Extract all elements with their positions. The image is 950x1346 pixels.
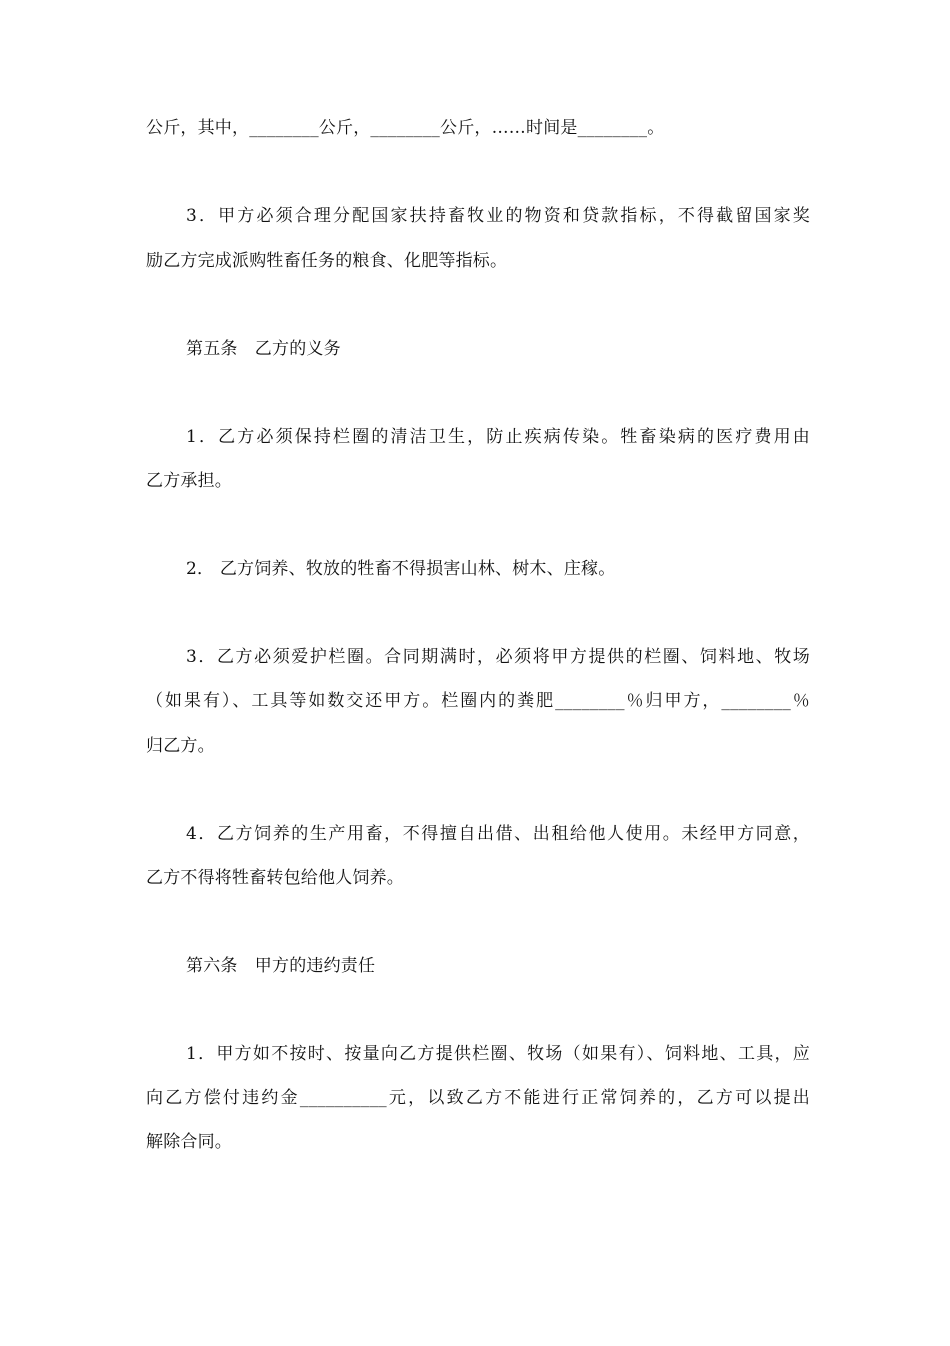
clause-4-3-line-1: 3．甲方必须合理分配国家扶持畜牧业的物资和贷款指标，不得截留国家奖 bbox=[186, 206, 810, 226]
clause-5-4-line-1: 4．乙方饲养的生产用畜，不得擅自出借、出租给他人使用。未经甲方同意， bbox=[186, 824, 810, 844]
clause-6-1-line-2: 向乙方偿付违约金__________元，以致乙方不能进行正常饲养的，乙方可以提出 bbox=[146, 1088, 810, 1108]
text-line-1: 公斤，其中，________公斤，________公斤，……时间是________。 bbox=[146, 118, 665, 138]
clause-5-4-line-2: 乙方不得将牲畜转包给他人饲养。 bbox=[146, 868, 404, 888]
clause-5-3-line-3: 归乙方。 bbox=[146, 736, 215, 756]
clause-6-1-line-1: 1．甲方如不按时、按量向乙方提供栏圈、牧场（如果有）、饲料地、工具，应 bbox=[186, 1044, 810, 1064]
clause-5-1-line-1: 1．乙方必须保持栏圈的清洁卫生，防止疾病传染。牲畜染病的医疗费用由 bbox=[186, 427, 810, 447]
clause-5-3-line-2: （如果有）、工具等如数交还甲方。栏圈内的粪肥________％归甲方，________％ bbox=[146, 691, 810, 711]
clause-4-3-line-2: 励乙方完成派购牲畜任务的粮食、化肥等指标。 bbox=[146, 251, 508, 271]
article-6-heading: 第六条 甲方的违约责任 bbox=[186, 956, 376, 976]
clause-5-2-line-1: 2． 乙方饲养、牧放的牲畜不得损害山林、树木、庄稼。 bbox=[186, 559, 616, 579]
clause-5-1-line-2: 乙方承担。 bbox=[146, 471, 232, 491]
clause-5-3-line-1: 3．乙方必须爱护栏圈。合同期满时，必须将甲方提供的栏圈、饲料地、牧场 bbox=[186, 647, 810, 667]
article-5-heading: 第五条 乙方的义务 bbox=[186, 339, 341, 359]
clause-6-1-line-3: 解除合同。 bbox=[146, 1132, 232, 1152]
